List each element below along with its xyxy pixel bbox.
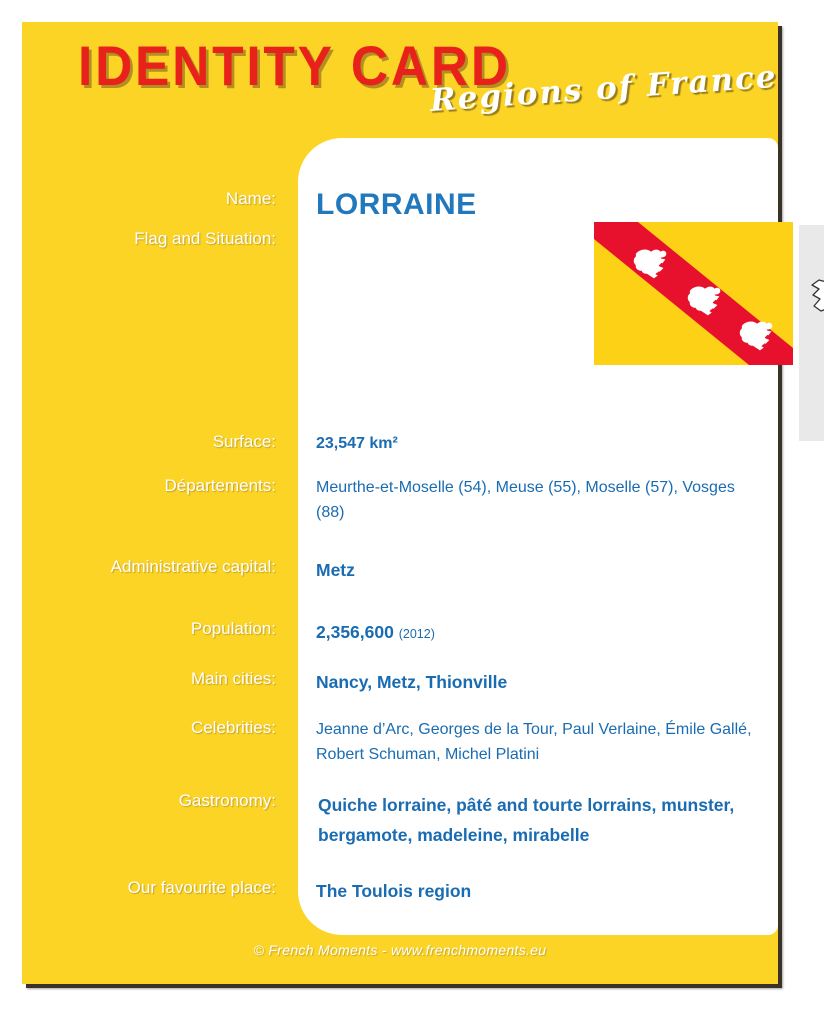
value-main-cities: Nancy, Metz, Thionville [316, 672, 508, 692]
label-gastronomy: Gastronomy: [178, 791, 276, 810]
label-favourite-place: Our favourite place: [127, 878, 276, 897]
map-of-france-icon [799, 225, 824, 441]
region-flag [594, 222, 793, 365]
label-departements: Départements: [164, 476, 276, 495]
population-year: (2012) [398, 627, 435, 641]
flag-of-lorraine-icon [594, 222, 793, 365]
value-population [316, 618, 756, 648]
label-flag-and-situation: Flag and Situation: [134, 229, 276, 248]
value-surface: 23,547 km² [316, 435, 398, 452]
value-administrative-capital: Metz [316, 560, 355, 580]
identity-card [22, 22, 778, 984]
value-celebrities: Jeanne d’Arc, Georges de la Tour, Paul Verlaine, Émile Gallé, Robert Schuman, Michel Platini [316, 721, 752, 763]
label-population: Population: [190, 619, 276, 638]
population-number: 2,356,600 [316, 622, 394, 642]
value-favourite-place: The Toulois region [316, 881, 472, 901]
value-gastronomy: Quiche lorraine, pâté and tourte lorrains, munster, bergamote, madeleine, mirabelle [318, 795, 735, 845]
label-surface: Surface: [212, 432, 276, 451]
page-title: IDENTITY CARD [78, 34, 511, 97]
region-situation-map [799, 225, 824, 441]
value-departements: Meurthe-et-Moselle (54), Meuse (55), Moselle (57), Vosges (88) [316, 479, 735, 521]
label-main-cities: Main cities: [190, 669, 276, 688]
footer-credit: © French Moments - www.frenchmoments.eu [253, 942, 547, 958]
page-subtitle: Regions of France [428, 58, 779, 119]
card-header [22, 22, 778, 138]
label-celebrities: Celebrities: [190, 718, 276, 737]
label-administrative-capital: Administrative capital: [110, 557, 276, 576]
value-name: LORRAINE [316, 188, 477, 221]
label-name: Name: [225, 189, 276, 208]
